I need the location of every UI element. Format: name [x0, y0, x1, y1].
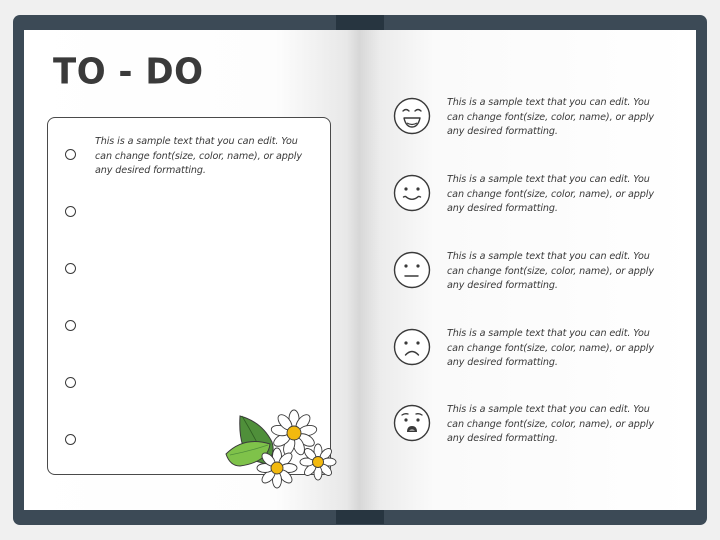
todo-item[interactable]: [48, 306, 328, 346]
todo-item-text[interactable]: This is a sample text that you can edit. You can change font(size, color, name), or apply any desired formatting.: [95, 136, 302, 176]
checkbox-circle-icon[interactable]: [65, 320, 76, 331]
mood-row: [392, 327, 672, 377]
daisy-flowers-icon: [222, 400, 344, 496]
todo-item[interactable]: [48, 363, 328, 403]
shocked-face-icon: [392, 403, 432, 443]
smiling-face-icon: [392, 173, 432, 213]
checkbox-circle-icon[interactable]: [65, 206, 76, 217]
todo-item[interactable]: [48, 192, 328, 232]
notebook-spine-top: [336, 15, 384, 31]
mood-row: [392, 96, 672, 146]
mood-text[interactable]: This is a sample text that you can edit. You can change font(size, color, name), or apply any desired formatting.: [447, 328, 654, 368]
mood-row: [392, 250, 672, 300]
sad-face-icon: [392, 327, 432, 367]
page-title: TO - DO: [53, 51, 204, 93]
checkbox-circle-icon[interactable]: [65, 434, 76, 445]
checkbox-circle-icon[interactable]: [65, 263, 76, 274]
mood-text[interactable]: This is a sample text that you can edit. You can change font(size, color, name), or apply any desired formatting.: [447, 251, 654, 291]
todo-item[interactable]: [48, 135, 328, 175]
mood-text[interactable]: This is a sample text that you can edit. You can change font(size, color, name), or apply any desired formatting.: [447, 97, 654, 137]
mood-text[interactable]: This is a sample text that you can edit. You can change font(size, color, name), or apply any desired formatting.: [447, 404, 654, 444]
notebook-spine-bottom: [336, 510, 384, 524]
mood-row: [392, 173, 672, 223]
checkbox-circle-icon[interactable]: [65, 149, 76, 160]
neutral-face-icon: [392, 250, 432, 290]
laughing-face-icon: [392, 96, 432, 136]
mood-text[interactable]: This is a sample text that you can edit. You can change font(size, color, name), or apply any desired formatting.: [447, 174, 654, 214]
checkbox-circle-icon[interactable]: [65, 377, 76, 388]
todo-item[interactable]: [48, 249, 328, 289]
mood-row: [392, 403, 672, 453]
